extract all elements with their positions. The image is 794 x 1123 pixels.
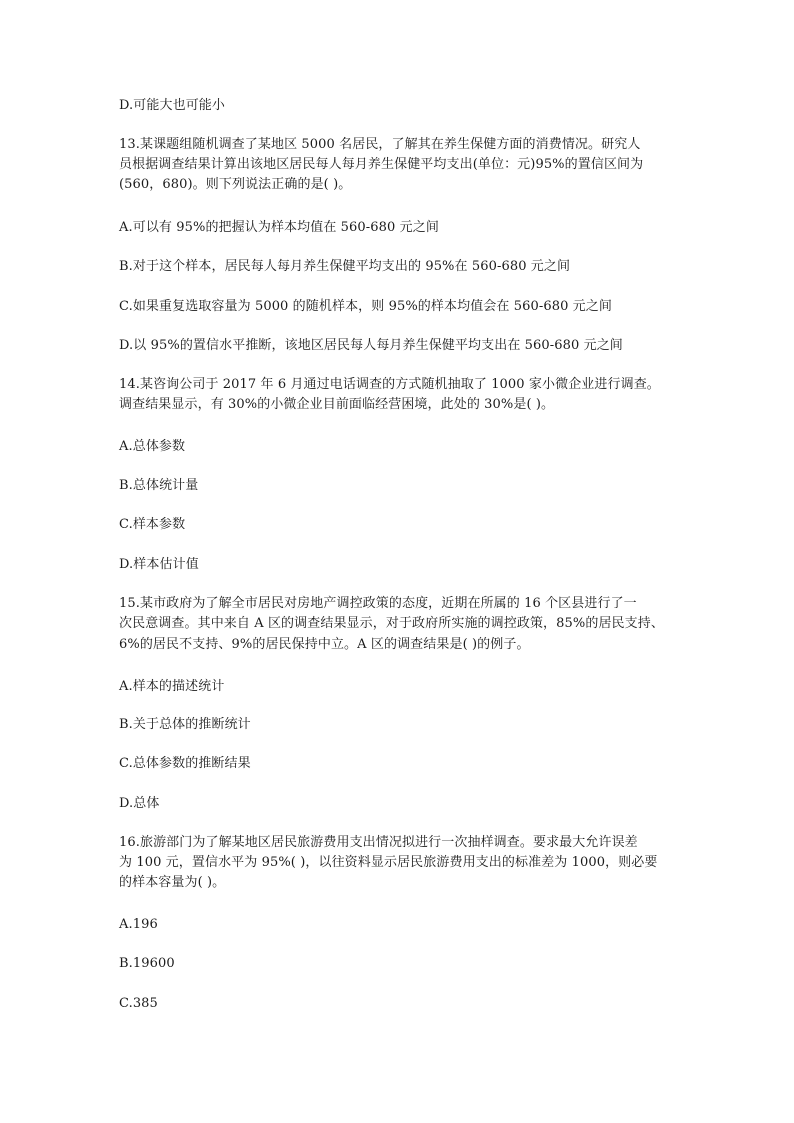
question-13-line-3: (560，680)。则下列说法正确的是( )。 bbox=[119, 177, 352, 192]
question-13-line-2: 员根据调查结果计算出该地区居民每人每月养生保健平均支出(单位：元)95%的置信区间为 bbox=[119, 157, 644, 172]
question-15-line-1: 15.某市政府为了解全市居民对房地产调控政策的态度，近期在所属的 16 个区县进行了一 bbox=[119, 596, 637, 611]
q13-option-c: C.如果重复选取容量为 5000 的随机样本，则 95%的样本均值会在 560-680 元之间 bbox=[119, 299, 612, 314]
q14-option-d: D.样本估计值 bbox=[119, 557, 199, 572]
q13-option-b: B.对于这个样本，居民每人每月养生保健平均支出的 95%在 560-680 元之间 bbox=[119, 259, 571, 274]
q14-option-b: B.总体统计量 bbox=[119, 478, 199, 493]
question-15-line-3: 6%的居民不支持、9%的居民保持中立。A 区的调查结果是( )的例子。 bbox=[119, 637, 530, 652]
q16-option-b: B.19600 bbox=[119, 956, 175, 971]
q15-option-c: C.总体参数的推断结果 bbox=[119, 756, 251, 771]
question-16-line-2: 为 100 元，置信水平为 95%( )，以往资料显示居民旅游费用支出的标准差为 1000，则必要 bbox=[119, 855, 658, 870]
q16-option-a: A.196 bbox=[119, 917, 158, 932]
q14-option-a: A.总体参数 bbox=[119, 439, 186, 454]
q13-option-a: A.可以有 95%的把握认为样本均值在 560-680 元之间 bbox=[119, 220, 439, 235]
question-14-line-2: 调查结果显示，有 30%的小微企业目前面临经营困境，此处的 30%是( )。 bbox=[119, 397, 555, 412]
question-16-line-3: 的样本容量为( )。 bbox=[119, 875, 226, 890]
q14-option-c: C.样本参数 bbox=[119, 517, 186, 532]
q15-option-d: D.总体 bbox=[119, 796, 160, 811]
q15-option-a: A.样本的描述统计 bbox=[119, 679, 225, 694]
question-14-line-1: 14.某咨询公司于 2017 年 6 月通过电话调查的方式随机抽取了 1000 家小微企业进行调查。 bbox=[119, 377, 660, 392]
question-13-line-1: 13.某课题组随机调查了某地区 5000 名居民，了解其在养生保健方面的消费情况。研究人 bbox=[119, 137, 641, 152]
option-d-prev: D.可能大也可能小 bbox=[119, 98, 225, 113]
question-16-line-1: 16.旅游部门为了解某地区居民旅游费用支出情况拟进行一次抽样调查。要求最大允许误差 bbox=[119, 835, 638, 850]
q13-option-d: D.以 95%的置信水平推断，该地区居民每人每月养生保健平均支出在 560-680 元之间 bbox=[119, 338, 623, 353]
q15-option-b: B.关于总体的推断统计 bbox=[119, 717, 251, 732]
q16-option-c: C.385 bbox=[119, 996, 158, 1011]
question-15-line-2: 次民意调查。其中来自 A 区的调查结果显示，对于政府所实施的调控政策，85%的居民支持、 bbox=[119, 616, 664, 631]
